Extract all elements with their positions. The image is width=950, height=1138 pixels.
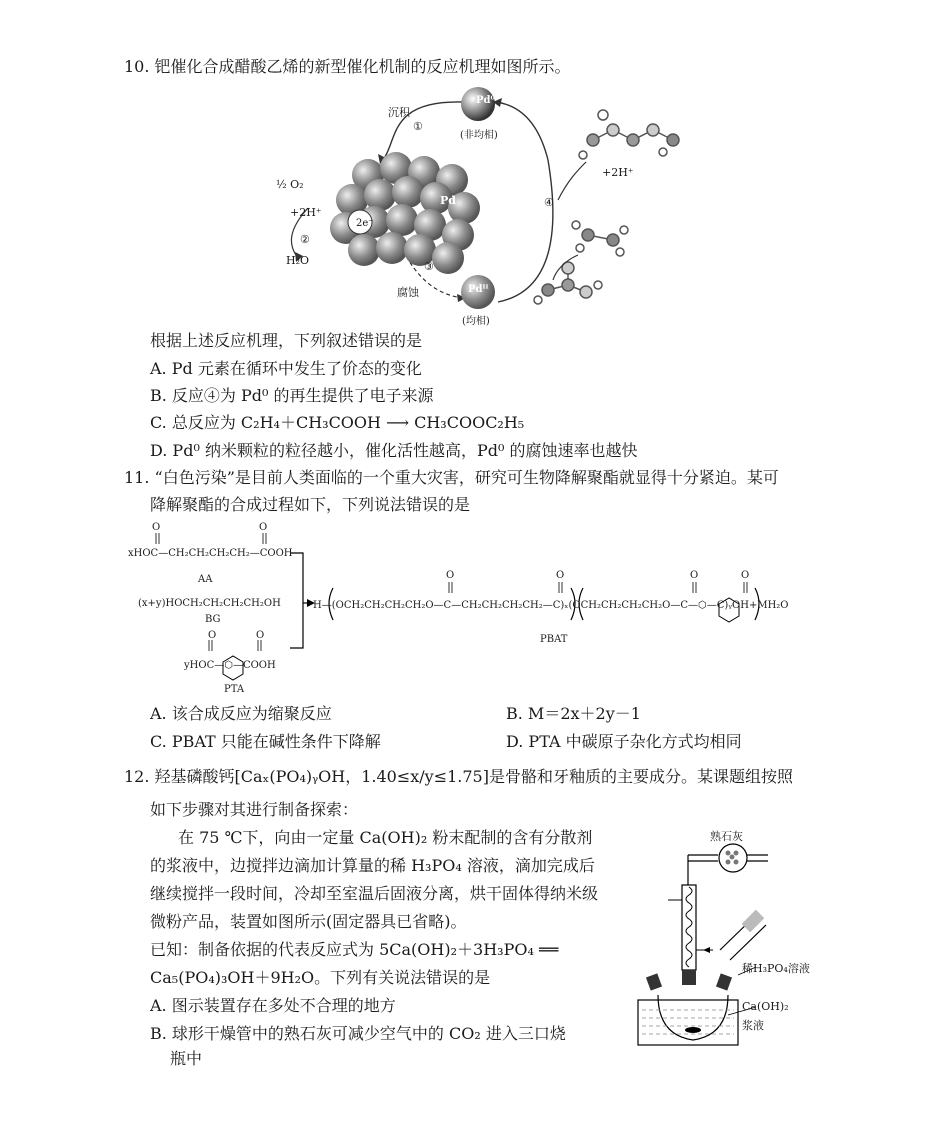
o2-label: ½ O₂ (276, 178, 304, 191)
q11-option-d[interactable]: D. PTA 中碳原子杂化方式均相同 (506, 732, 742, 751)
pd-cluster-label: Pd (440, 194, 456, 207)
h-plus-right-label: +2H⁺ (602, 166, 634, 179)
aa-carbonyl-o-1: O (152, 522, 161, 533)
q12-body-line6: Ca₅(PO₄)₃OH＋9H₂O。下列有关说法错误的是 (150, 968, 491, 987)
aa-carbonyl-o-2: O (259, 522, 268, 533)
h2o-label: H₂O (286, 254, 310, 267)
q10-prompt: 根据上述反应机理，下列叙述错误的是 (150, 331, 423, 350)
two-electron-label: 2e⁻ (356, 218, 374, 229)
q12-body-line1: 在 75 ℃下，向由一定量 Ca(OH)₂ 粉末配制的含有分散剂 (178, 828, 593, 847)
q12-body-line5: 已知：制备依据的代表反应式为 5Ca(OH)₂＋3H₃PO₄ ══ (150, 940, 559, 959)
q10-option-c[interactable]: C. 总反应为 C₂H₄＋CH₃COOH ⟶ CH₃COOC₂H₅ (150, 413, 525, 432)
corrode-label: 腐蚀 (397, 286, 419, 299)
q12-option-b-cont: 瓶中 (170, 1049, 203, 1068)
step2-label: ② (300, 233, 310, 246)
vinyl-acetate-molecule (579, 110, 679, 159)
caoh2-label-1: Ca(OH)₂ (742, 1000, 789, 1013)
h3po4-label: 稀H₃PO₄溶液 (742, 962, 810, 975)
q11-option-b[interactable]: B. M＝2x＋2y－1 (506, 704, 641, 723)
pbat-carbonyl-o-2: O (556, 570, 565, 581)
q12-option-b[interactable]: B. 球形干燥管中的熟石灰可减少空气中的 CO₂ 进入三口烧 (150, 1024, 566, 1043)
q12-stem-line2: 如下步骤对其进行制备探索： (150, 800, 359, 819)
q12-apparatus-figure (628, 825, 828, 1050)
caoh2-label-2: 浆液 (742, 1019, 764, 1032)
aa-formula: xHOC—CH₂CH₂CH₂CH₂—COOH (128, 548, 293, 559)
pd0-phase-label: (非均相) (460, 130, 498, 141)
q10-option-b[interactable]: B. 反应④为 Pd⁰ 的再生提供了电子来源 (150, 386, 434, 405)
aa-label: AA (198, 574, 213, 585)
lime-label: 熟石灰 (710, 830, 743, 843)
deposit-label: 沉积 (388, 106, 410, 119)
bg-formula: (x+y)HOCH₂CH₂CH₂CH₂OH (138, 598, 281, 609)
pbat-carbonyl-o-4: O (741, 570, 750, 581)
q11-option-c[interactable]: C. PBAT 只能在碱性条件下降解 (150, 732, 381, 751)
pbat-label: PBAT (540, 634, 568, 645)
pd0-label: Pd⁰ (476, 95, 495, 106)
pbat-carbonyl-o-1: O (446, 570, 455, 581)
pd-nanoparticle-cluster (330, 152, 480, 274)
pta-formula: yHOC—⬡—COOH (184, 660, 276, 671)
pta-label: PTA (224, 684, 245, 695)
q12-option-a[interactable]: A. 图示装置存在多处不合理的地方 (150, 996, 396, 1015)
q12-body-line4: 微粉产品，装置如图所示(固定器具已省略)。 (150, 912, 467, 931)
q12-stem-line1: 12. 羟基磷酸钙[Caₓ(PO₄)ᵧOH，1.40≤x/y≤1.75]是骨骼和牙釉质的主要成分。某课题组按照 (124, 767, 793, 786)
q12-body-line3: 继续搅拌一段时间，冷却至室温后固液分离，烘干固体得纳米级 (150, 884, 599, 903)
pbat-carbonyl-o-3: O (690, 570, 699, 581)
step3-label: ③ (424, 260, 434, 273)
pd2-phase-label: (均相) (462, 316, 490, 327)
pta-carbonyl-o-2: O (256, 630, 265, 641)
q11-stem-line2: 降解聚酯的合成过程如下，下列说法错误的是 (150, 495, 471, 514)
q11-stem-line1: 11. “白色污染”是目前人类面临的一个重大灾害，研究可生物降解聚酯就显得十分紧迫。某可 (124, 468, 779, 487)
q10-mechanism-figure (268, 80, 748, 330)
acetic-acid-molecule (534, 262, 602, 304)
q11-option-a[interactable]: A. 该合成反应为缩聚反应 (150, 704, 332, 723)
pbat-formula: H—(OCH₂CH₂CH₂CH₂O—C—CH₂CH₂CH₂CH₂—C)ₓ(OCH₂CH₂CH₂CH₂O—C—⬡—C)ᵧOH+MH₂O (313, 600, 789, 611)
q10-option-d[interactable]: D. Pd⁰ 纳米颗粒的粒径越小，催化活性越高，Pd⁰ 的腐蚀速率也越快 (150, 441, 638, 460)
step4-label: ④ (544, 196, 554, 209)
pd2-label: Pdᴵᴵ (468, 284, 489, 295)
q10-option-a[interactable]: A. Pd 元素在循环中发生了价态的变化 (150, 359, 422, 378)
ethylene-molecule (572, 221, 628, 256)
bg-label: BG (205, 614, 221, 625)
q12-body-line2: 的浆液中，边搅拌边滴加计算量的稀 H₃PO₄ 溶液，滴加完成后 (150, 856, 595, 875)
pta-carbonyl-o-1: O (208, 630, 217, 641)
h-plus-label: +2H⁺ (290, 206, 322, 219)
step1-label: ① (413, 120, 423, 133)
q10-stem: 10. 钯催化合成醋酸乙烯的新型催化机制的反应机理如图所示。 (124, 57, 571, 76)
